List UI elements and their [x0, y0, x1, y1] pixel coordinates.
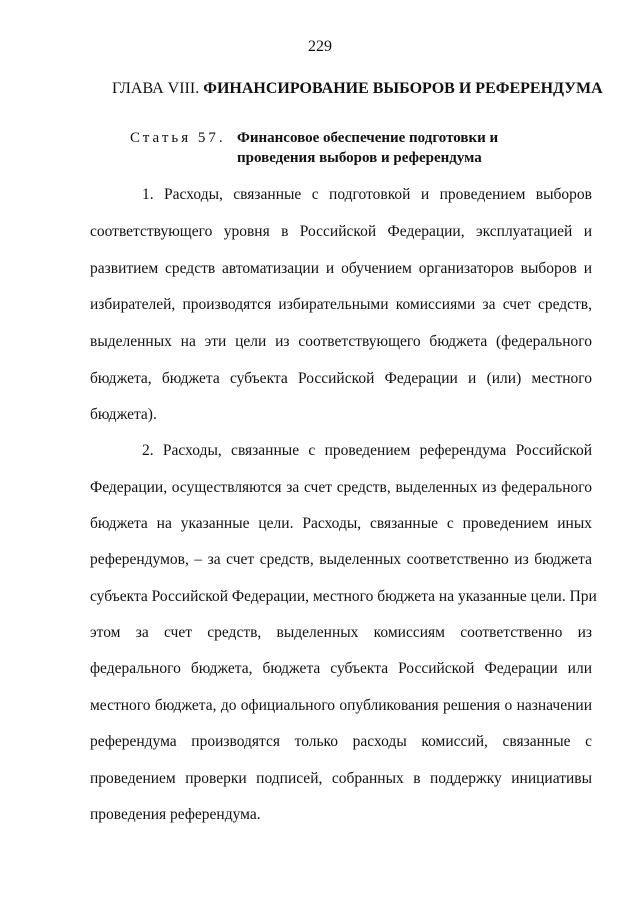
text-line: соответствующего уровня в Российской Федерации, эксплуатацией и — [90, 223, 592, 240]
text-line: бюджета, бюджета субъекта Российской Федерации и (или) местного — [90, 370, 592, 387]
text-line: бюджета на указанные цели. Расходы, связанные с проведением иных — [90, 515, 592, 532]
article-title: Финансовое обеспечение подготовки и проведения выборов и референдума — [237, 130, 499, 166]
text-line: федерального бюджета, бюджета субъекта Российской Федерации или — [90, 660, 592, 677]
text-line: этом за счет средств, выделенных комиссиям соответственно из — [90, 624, 592, 641]
text-line: избирателей, производятся избирательными комиссиями за счет средств, — [90, 296, 592, 313]
text-line: бюджета). — [90, 406, 157, 423]
text-line: проведением проверки подписей, собранных в поддержку инициативы — [90, 770, 592, 787]
text-line: референдумов, – за счет средств, выделенных соответственно из бюджета — [90, 551, 592, 568]
text-line: проведения референдума. — [90, 806, 261, 823]
text-line: субъекта Российской Федерации, местного бюджета на указанные цели. При — [90, 588, 597, 605]
page-number: 229 — [308, 38, 332, 55]
text-line: Федерации, осуществляются за счет средств, выделенных из федерального — [90, 479, 592, 496]
text-line: 2. Расходы, связанные с проведением референдума Российской — [142, 442, 592, 459]
chapter-title: ФИНАНСИРОВАНИЕ ВЫБОРОВ И РЕФЕРЕНДУМА — [203, 80, 603, 97]
text-line: местного бюджета, до официального опубликования решения о назначении — [90, 697, 592, 714]
text-line: развитием средств автоматизации и обучением организаторов выборов и — [90, 260, 592, 277]
chapter-prefix: ГЛАВА VIII. — [112, 80, 200, 97]
article-label: Статья 57. — [130, 130, 226, 146]
chapter-heading — [112, 80, 603, 98]
text-line: 1. Расходы, связанные с подготовкой и проведением выборов — [142, 186, 592, 203]
text-line: референдума производятся только расходы комиссий, связанные с — [90, 733, 592, 750]
text-line: выделенных на эти цели из соответствующего бюджета (федерального — [90, 333, 592, 350]
